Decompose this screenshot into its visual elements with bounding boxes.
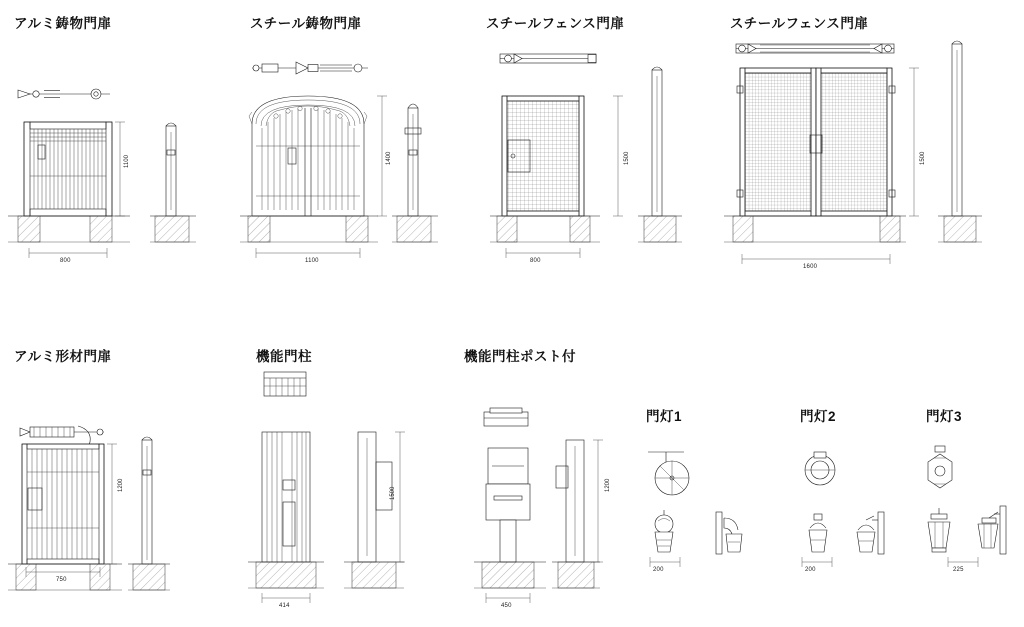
figure-kinou-monchu-post <box>474 408 603 603</box>
figure-monto-3 <box>928 446 1006 567</box>
section-title-steel-fence-mon-1: スチールフェンス門扉 <box>486 16 625 31</box>
section-title-steel-fence-mon-2: スチールフェンス門扉 <box>730 16 869 31</box>
dim-steel-fence1-height: 1500 <box>624 151 630 165</box>
dim-steel-imono-width: 1100 <box>305 258 319 264</box>
dim-kinou-monchu-width: 414 <box>279 603 290 609</box>
dim-steel-fence2-height: 1500 <box>920 151 926 165</box>
dim-monto3-width: 225 <box>953 567 964 573</box>
dim-steel-fence2-width: 1600 <box>803 264 818 270</box>
post-side-steel-fence-1 <box>638 67 682 242</box>
figure-monto-1 <box>648 452 742 567</box>
dim-kinou-post-width: 450 <box>501 603 512 609</box>
dim-alumi-imono-height: 1100 <box>124 155 130 168</box>
kinou-monchu-side <box>344 432 405 588</box>
section-title-kinou-monchu-post: 機能門柱ポスト付 <box>464 349 576 364</box>
section-title-monto-1: 門灯1 <box>646 409 683 424</box>
section-title-alumi-keizai-mon: アルミ形材門扉 <box>14 349 112 364</box>
dim-kinou-monchu-height: 1500 <box>390 486 396 500</box>
post-side-steel-fence-2 <box>938 41 982 242</box>
figure-alumi-keizai-mon <box>8 426 170 590</box>
figure-alumi-imono-mon <box>8 89 196 258</box>
figure-steel-fence-mon-2 <box>724 41 982 264</box>
post-side-alumi-imono <box>150 123 196 242</box>
post-side-alumi-keizai <box>128 437 170 590</box>
kinou-post-side <box>552 440 603 588</box>
section-title-alumi-imono-mon: アルミ鋳物門扉 <box>14 16 112 31</box>
section-title-monto-3: 門灯3 <box>926 409 963 424</box>
figure-steel-fence-mon-1 <box>490 54 682 258</box>
dim-alumi-keizai-width: 750 <box>56 577 67 583</box>
dim-steel-imono-height: 1400 <box>386 151 392 165</box>
dim-monto2-width: 200 <box>805 567 816 573</box>
dim-alumi-keizai-height: 1200 <box>118 478 124 492</box>
figure-kinou-monchu <box>248 372 405 603</box>
figure-steel-imono-mon <box>240 62 438 258</box>
post-side-steel-imono <box>392 104 438 242</box>
dim-steel-fence1-width: 800 <box>530 258 541 264</box>
dim-kinou-post-height: 1200 <box>605 478 611 492</box>
figure-monto-2 <box>802 452 884 567</box>
section-title-kinou-monchu: 機能門柱 <box>256 349 312 364</box>
section-title-steel-imono-mon: スチール鋳物門扉 <box>250 16 362 31</box>
dim-alumi-imono-width: 800 <box>60 258 71 264</box>
section-title-monto-2: 門灯2 <box>800 409 837 424</box>
dim-monto1-width: 200 <box>653 567 664 573</box>
